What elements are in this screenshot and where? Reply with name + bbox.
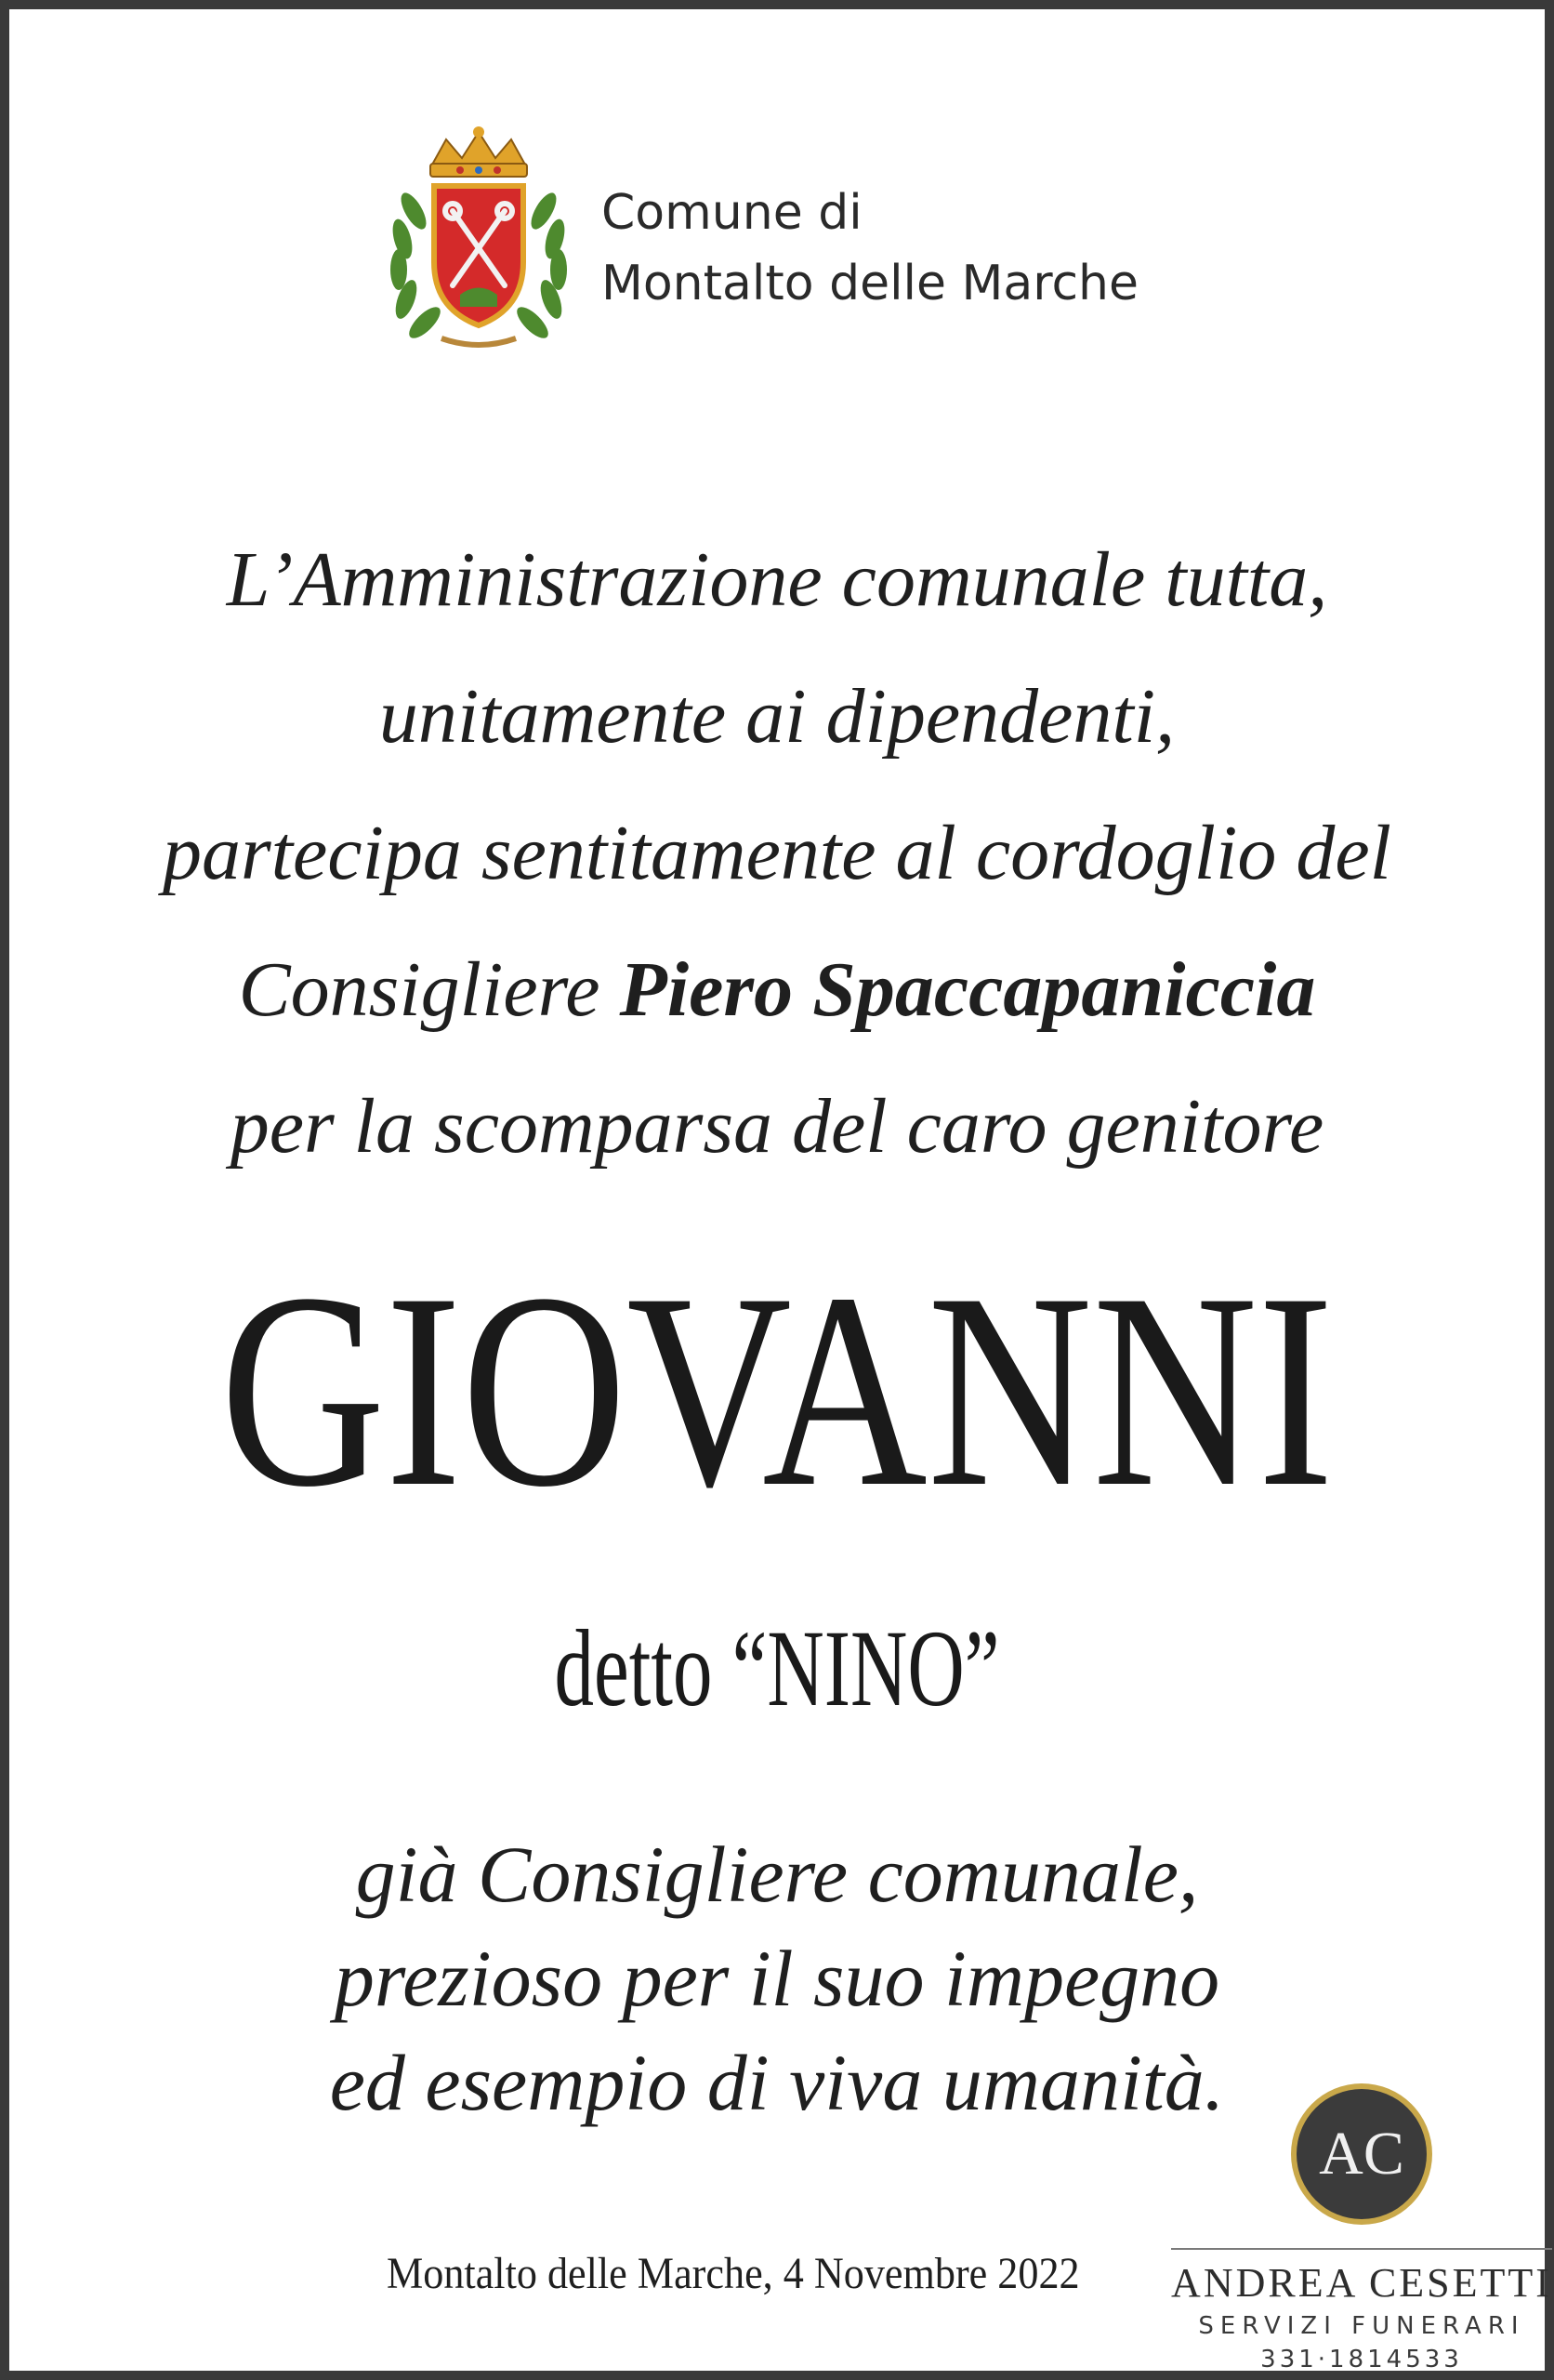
header bbox=[376, 123, 1139, 364]
municipality-line-1: Comune di bbox=[601, 185, 863, 241]
agency-subtitle: SERVIZI FUNERARI bbox=[1198, 2312, 1525, 2340]
municipality-line-2: Montalto delle Marche bbox=[601, 256, 1139, 311]
closing-line-3: ed esempio di viva umanità. bbox=[329, 2038, 1225, 2127]
intro-line-2: unitamente ai dipendenti, bbox=[378, 673, 1176, 760]
agency-logo-text: AC bbox=[1319, 2120, 1404, 2188]
intro-text bbox=[9, 511, 1545, 1195]
deceased-nickname: detto “NINO” bbox=[554, 1607, 1000, 1729]
municipality-name bbox=[601, 178, 1139, 319]
closing-line-1: già Consigliere comunale, bbox=[355, 1830, 1199, 1919]
closing-line-2: prezioso per il suo impegno bbox=[334, 1934, 1220, 2023]
funeral-agency bbox=[1171, 2081, 1552, 2373]
agency-phone: 331·1814533 bbox=[1260, 2346, 1463, 2373]
municipal-crest-icon bbox=[376, 123, 581, 364]
place-date: Montalto delle Marche, 4 Novembre 2022 bbox=[387, 2249, 1080, 2298]
intro-line-4 bbox=[9, 921, 1545, 1058]
councillor-name: Piero Spaccapaniccia bbox=[619, 946, 1316, 1033]
intro-line-3: partecipa sentitamente al cordoglio del bbox=[163, 810, 1391, 896]
deceased-name: GIOVANNI bbox=[219, 1236, 1335, 1544]
intro-line-4-prefix: Consigliere bbox=[238, 946, 600, 1033]
intro-line-5: per la scomparsa del caro genitore bbox=[230, 1083, 1324, 1170]
agency-logo-icon bbox=[1288, 2081, 1435, 2228]
intro-line-1: L’Amministrazione comunale tutta, bbox=[226, 536, 1328, 623]
agency-name: ANDREA CESETTI bbox=[1171, 2248, 1552, 2307]
